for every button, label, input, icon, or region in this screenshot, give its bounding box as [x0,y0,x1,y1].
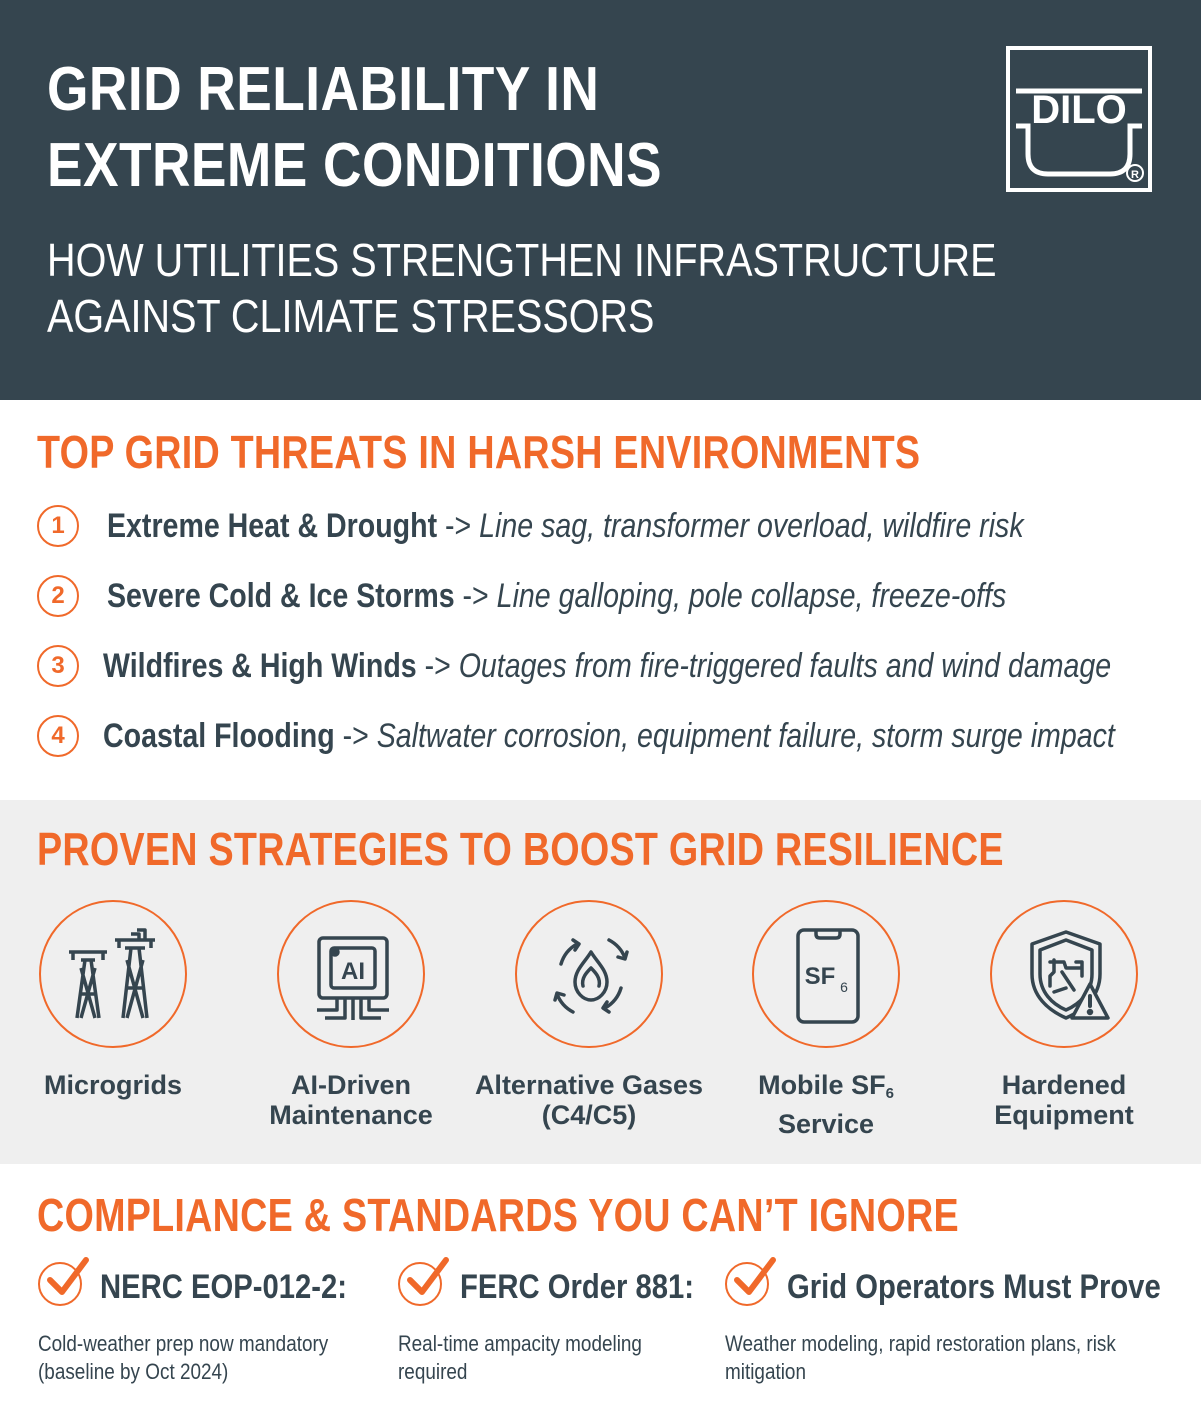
compliance-desc: Cold-weather prep now mandatory (baseline by Oct 2024) [38,1331,329,1384]
threats-heading: TOP GRID THREATS IN HARSH ENVIRONMENTS [37,426,921,478]
page-subtitle: HOW UTILITIES STRENGTHEN INFRASTRUCTURE AGAINST CLIMATE STRESSORS [47,234,997,342]
strategy-label: Mobile $SF_6$ [758,1070,894,1102]
dilo-logo [1006,46,1152,192]
compliance-desc: Real-time ampacity modeling required [398,1331,642,1384]
svg-text:AI: AI [341,958,365,985]
ai-chip-icon [279,902,427,1050]
compliance-desc: Weather modeling, rapid restoration plans, risk mitigation [725,1331,1116,1384]
mobile-sf6-icon [754,902,902,1050]
checkmark-icon [42,1254,90,1298]
microgrid-towers-icon [41,902,189,1050]
strategies-heading: PROVEN STRATEGIES TO BOOST GRID RESILIENCE [37,823,1004,875]
strategy-label: Hardened [1001,1070,1127,1100]
checkmark-icon [402,1254,450,1298]
threat-item: 3 Wildfires & High Winds -> Outages from fire-triggered faults and wind damage [37,643,1187,691]
strategy-label: AI-Driven [290,1070,412,1100]
svg-text:6: 6 [840,979,848,995]
threat-item: 1 Extreme Heat & Drought -> Line sag, transformer overload, wildfire risk [37,503,1187,551]
page-title: GRID RELIABILITY IN EXTREME CONDITIONS [47,55,663,200]
svg-text:R: R [1131,169,1139,181]
svg-text:SF: SF [804,963,836,990]
strategy-label: Microgrids [43,1070,183,1100]
hardened-shield-icon [992,902,1140,1050]
checkmark-icon [729,1254,777,1298]
gas-cycle-icon [517,902,665,1050]
compliance-title: Grid Operators Must Prove [787,1268,1161,1306]
compliance-title: NERC EOP-012-2: [100,1268,347,1306]
threat-item: 4 Coastal Flooding -> Saltwater corrosion, equipment failure, storm surge impact [37,713,1187,761]
header-banner [0,0,1201,400]
svg-text:DILO: DILO [1031,88,1127,132]
number-badge: 4 [37,715,79,757]
number-badge: 2 [37,575,79,617]
compliance-heading: COMPLIANCE & STANDARDS YOU CAN’T IGNORE [37,1189,959,1241]
number-badge: 3 [37,645,79,687]
compliance-title: FERC Order 881: [460,1268,695,1306]
number-badge: 1 [37,505,79,547]
strategy-label: Alternative Gases [474,1070,704,1100]
threat-item: 2 Severe Cold & Ice Storms -> Line galloping, pole collapse, freeze-offs [37,573,1187,621]
